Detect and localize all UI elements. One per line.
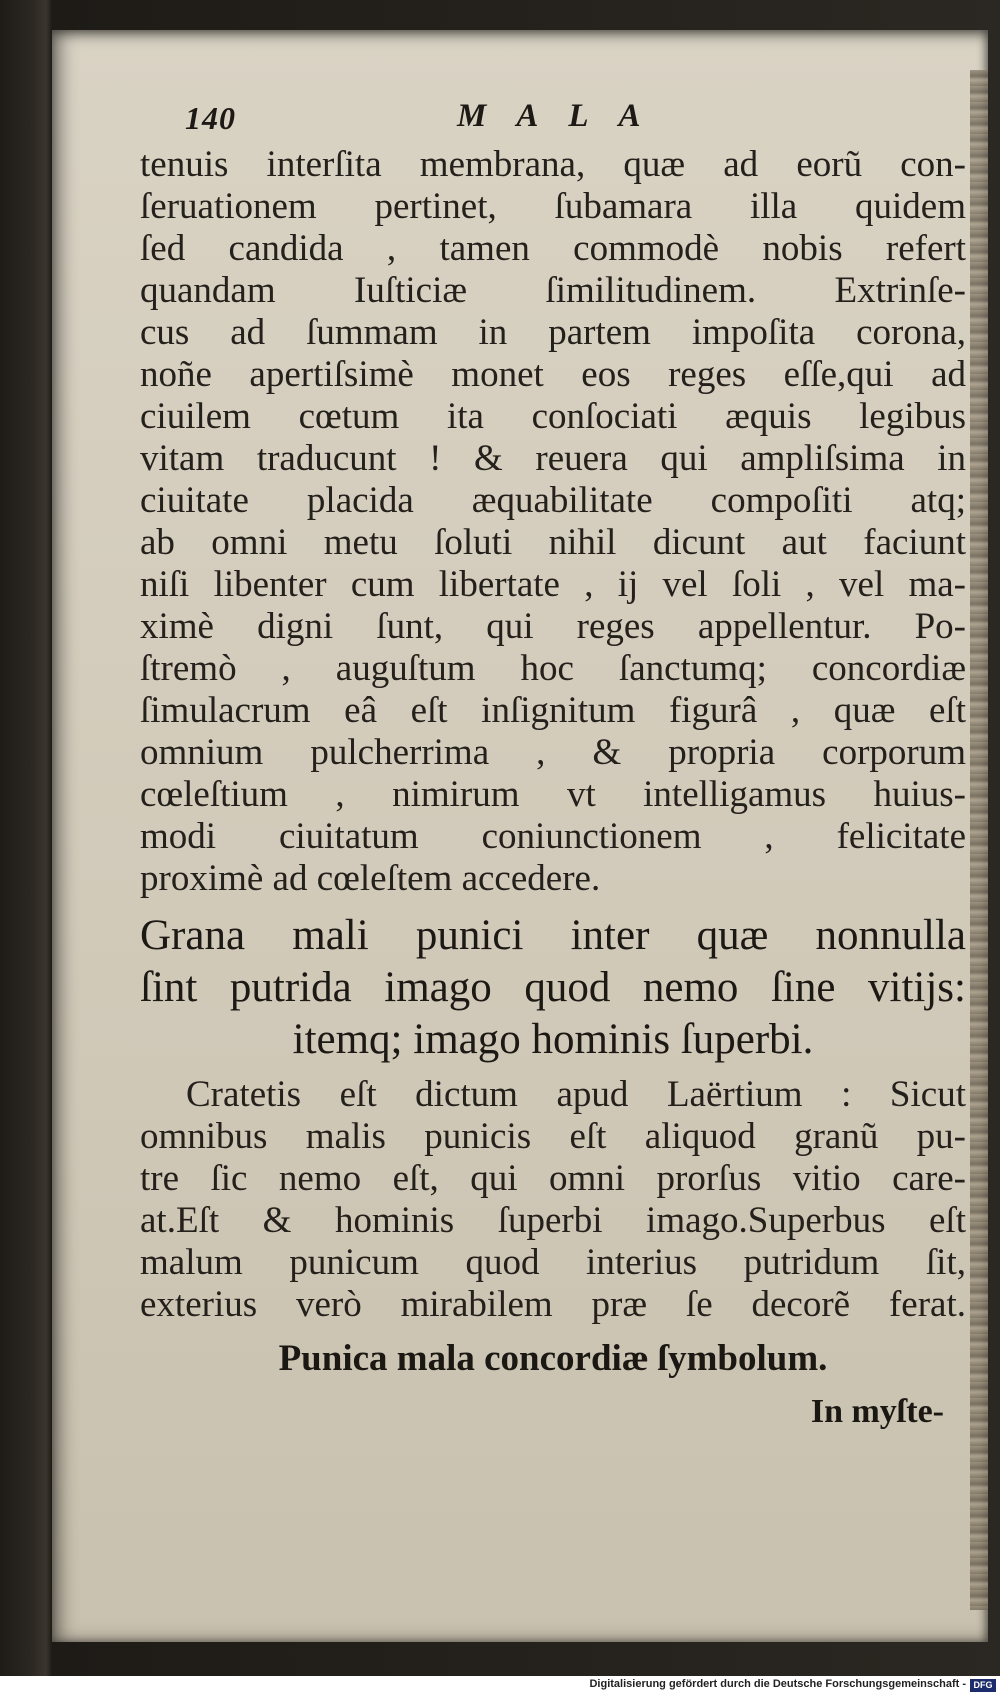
text-line: exterius verò mirabilem præ ſe decorẽ ferat. — [140, 1284, 966, 1325]
footer-bar — [0, 1676, 1000, 1696]
text-line: ciuilem cœtum ita conſociati æquis legibus — [140, 396, 966, 437]
text-line: Cratetis eſt dictum apud Laërtium : Sicut — [186, 1074, 966, 1115]
text-line: at.Eſt & hominis ſuperbi imago.Superbus eſt — [140, 1200, 966, 1241]
running-head — [135, 92, 835, 142]
catchword: In myſte- — [810, 1393, 944, 1430]
dfg-logo-icon: DFG — [970, 1679, 996, 1692]
text-line: vitam traducunt ! & reuera qui ampliſsima in — [140, 438, 966, 479]
text-line: ſed candida , tamen commodè nobis refert — [140, 228, 966, 269]
heading-line: Grana mali punici inter quæ nonnulla — [140, 912, 966, 959]
text-line: ſimulacrum eâ eſt inſignitum figurâ , quæ eſt — [140, 690, 966, 731]
text-line: cus ad ſummam in partem impoſita corona, — [140, 312, 966, 353]
heading-line: itemq; imago hominis ſuperbi. — [292, 1016, 814, 1063]
text-line: quandam Iuſticiæ ſimilitudinem. Extrinſe- — [140, 270, 966, 311]
heading-line: ſint putrida imago quod nemo ſine vitijs: — [140, 964, 966, 1011]
section-heading — [140, 910, 966, 1066]
text-line: cœleſtium , nimirum vt intelligamus huius- — [140, 774, 966, 815]
text-line: ſeruationem pertinet, ſubamara illa quidem — [140, 186, 966, 227]
running-title: MALA — [457, 98, 671, 134]
text-line: ſtremò , auguſtum hoc ſanctumq; concordiæ — [140, 648, 966, 689]
text-line: noñe apertiſsimè monet eos reges eſſe,qui ad — [140, 354, 966, 395]
main-paragraph — [140, 144, 966, 900]
page-text — [140, 144, 966, 1436]
text-line: tenuis interſita membrana, quæ ad eorũ con- — [140, 144, 966, 185]
funding-credit: Digitalisierung gefördert durch die Deutsche Forschungsgemeinschaft - — [589, 1678, 966, 1690]
page-number: 140 — [185, 100, 236, 136]
text-line: omnibus malis punicis eſt aliquod granũ pu- — [140, 1116, 966, 1157]
text-line: ab omni metu ſoluti nihil dicunt aut faciunt — [140, 522, 966, 563]
text-line: ciuitate placida æquabilitate compoſiti atq; — [140, 480, 966, 521]
page-edge-shadow — [970, 70, 988, 1610]
text-line: niſi libenter cum libertate , ij vel ſoli , vel ma- — [140, 564, 966, 605]
section-paragraph — [140, 1074, 966, 1326]
text-line: modi ciuitatum coniunctionem , felicitate — [140, 816, 966, 857]
text-line: proximè ad cœleſtem accedere. — [140, 858, 601, 899]
text-line: malum punicum quod interius putridum ſit, — [140, 1242, 966, 1283]
text-line: tre ſic nemo eſt, qui omni prorſus vitio care- — [140, 1158, 966, 1199]
subheading: Punica mala concordiæ ſymbolum. — [278, 1338, 828, 1379]
text-line: omnium pulcherrima , & propria corporum — [140, 732, 966, 773]
text-line: ximè digni ſunt, qui reges appellentur. Po- — [140, 606, 966, 647]
